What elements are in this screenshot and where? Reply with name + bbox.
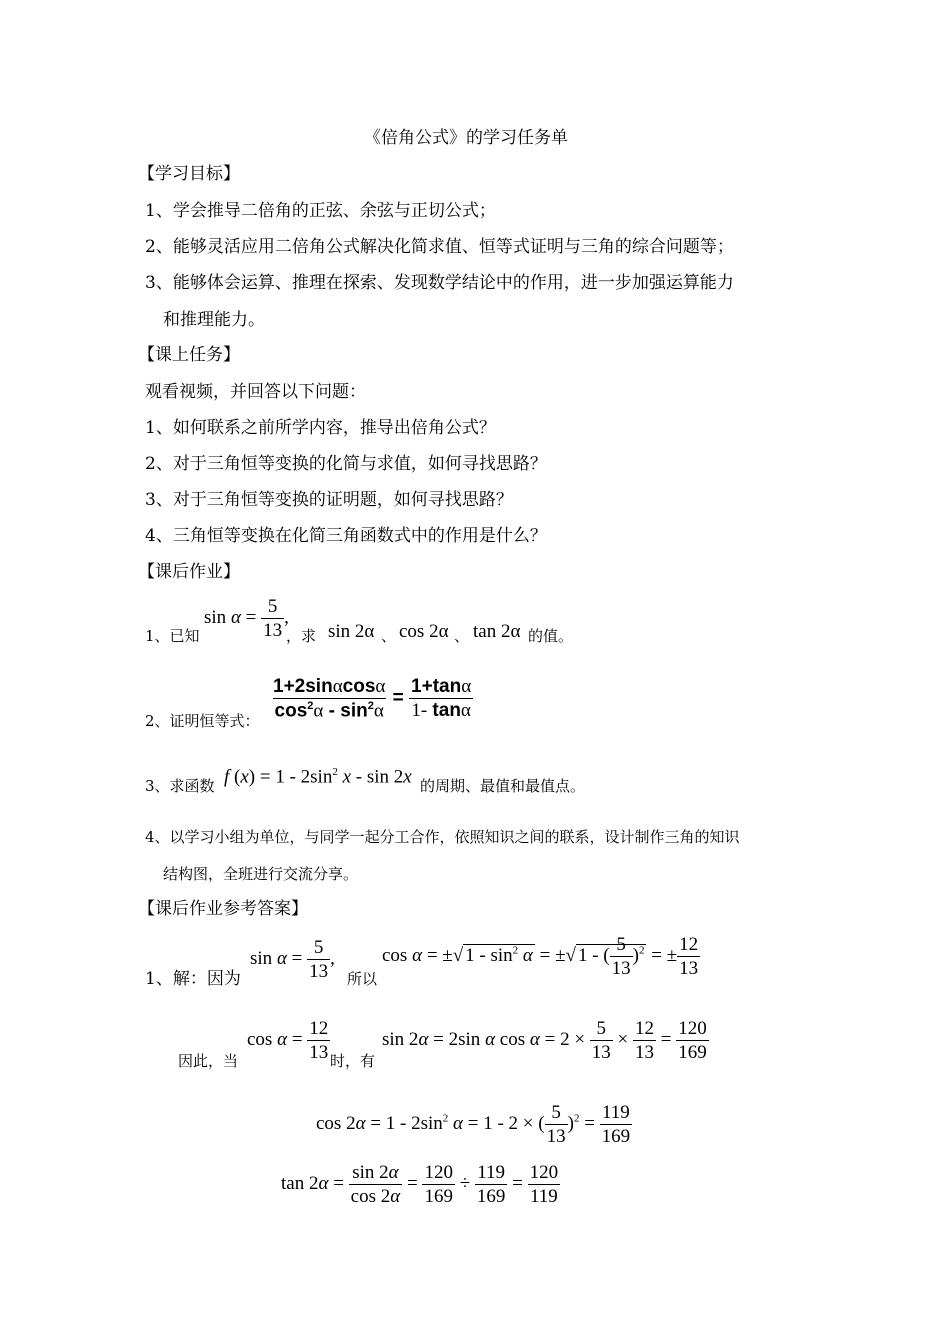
num: 5 [267, 596, 278, 617]
ans-tan2a: tan 2α = $\frac{\sin 2\alpha}{\cos 2\alpha}$ = $\frac{120}{169}$ ÷ $\frac{119}{169}$ = $\frac{120}{119}$ [281, 1162, 559, 1207]
ans1-mid: 所以 [347, 970, 378, 988]
hw3-prefix: 3、求函数 [145, 777, 215, 795]
num: 5 [313, 937, 324, 958]
section-answers: 【课后作业参考答案】 [138, 899, 308, 919]
num: 119 [602, 1102, 630, 1123]
class-question-2: 2、对于三角恒等变换的化简与求值，如何寻找思路？ [145, 454, 547, 474]
ans2-mid: 时，有 [330, 1052, 376, 1070]
hw3-suffix: 的周期、最值和最值点。 [420, 777, 586, 795]
hw1-suffix: 的值。 [528, 627, 574, 645]
den: 119 [529, 1186, 558, 1207]
hw2-identity: $\frac{1+2\sin\alpha\cos\alpha}{\cos^2\alpha - \sin^2\alpha}$ = $\frac{1+\tan\alpha}{1- \tan\alpha}$ [273, 676, 472, 722]
den: 13 [309, 961, 329, 982]
section-homework: 【课后作业】 [138, 562, 240, 582]
ans1-given: sin α = $\frac{5}{13}$ , [250, 937, 335, 982]
ans2-prefix: 因此，当 [178, 1052, 239, 1070]
class-intro: 观看视频，并回答以下问题： [145, 382, 366, 402]
den: 13 [309, 1042, 329, 1063]
class-question-4: 4、三角恒等变换在化简三角函数式中的作用是什么？ [145, 526, 547, 546]
hw1-cos2a: cos 2α [399, 621, 449, 642]
den: 169 [678, 1042, 707, 1063]
page-title: 《倍角公式》的学习任务单 [364, 128, 568, 148]
section-class: 【课上任务】 [138, 345, 240, 365]
hw4-line1: 4、以学习小组为单位，与同学一起分工合作，依照知识之间的联系，设计制作三角的知识 [145, 828, 740, 846]
class-question-1: 1、如何联系之前所学内容，推导出倍角公式？ [145, 418, 496, 438]
num: 120 [529, 1162, 559, 1183]
ans2-cos-value: cos α = $\frac{12}{13}$ [247, 1018, 329, 1063]
ans1-cos-derivation: cos α = ±√ $1 - \sin^2 \alpha$ = ±√ 1 - ( $\frac{5}{13}$ )$^2$ = ± $\frac{12}{13}$ [382, 934, 699, 979]
ans2-sin2a: sin 2α = 2sin α cos α = 2 × $\frac{5}{13}$ × $\frac{12}{13}$ = $\frac{120}{169}$ [382, 1018, 707, 1063]
goal-1: 1、学会推导二倍角的正弦、余弦与正切公式； [145, 201, 496, 221]
section-goals: 【学习目标】 [138, 164, 240, 184]
goal-3-cont: 和推理能力。 [163, 310, 265, 330]
hw1-tan2a: tan 2α [473, 621, 521, 642]
den: 13 [263, 620, 283, 641]
num: 12 [309, 1018, 329, 1039]
goal-3: 3、能够体会运算、推理在探索、发现数学结论中的作用，进一步加强运算能力 [145, 273, 734, 293]
hw4-line2: 结构图，全班进行交流分享。 [163, 865, 359, 883]
hw1-prefix: 1、已知 [145, 627, 200, 645]
den: 169 [601, 1126, 631, 1147]
hw1-sep2: 、 [454, 627, 470, 645]
hw1-given: sin α = $\frac{5}{13}$ , [204, 596, 289, 641]
hw2-prefix: 2、证明恒等式： [145, 712, 260, 730]
goal-2: 2、能够灵活应用二倍角公式解决化简求值、恒等式证明与三角的综合问题等； [145, 237, 734, 257]
den: 13 [679, 958, 699, 979]
hw1-mid: ，求 [286, 627, 317, 645]
hw1-sin2a: sin 2α [328, 621, 375, 642]
num: 12 [679, 934, 699, 955]
num: 120 [678, 1018, 707, 1039]
hw3-function: f $(x) = 1 - 2\sin^2$ x - sin 2x [224, 766, 412, 788]
ans-cos2a: $\cos 2\alpha = 1 - 2\sin^2$ α = 1 - 2 × ( $\frac{5}{13}$ )$^2$ = $\frac{119}{169}$ [316, 1102, 631, 1147]
hw1-sep1: 、 [381, 627, 397, 645]
ans1-prefix: 1、解：因为 [145, 969, 241, 989]
class-question-3: 3、对于三角恒等变换的证明题，如何寻找思路？ [145, 490, 513, 510]
